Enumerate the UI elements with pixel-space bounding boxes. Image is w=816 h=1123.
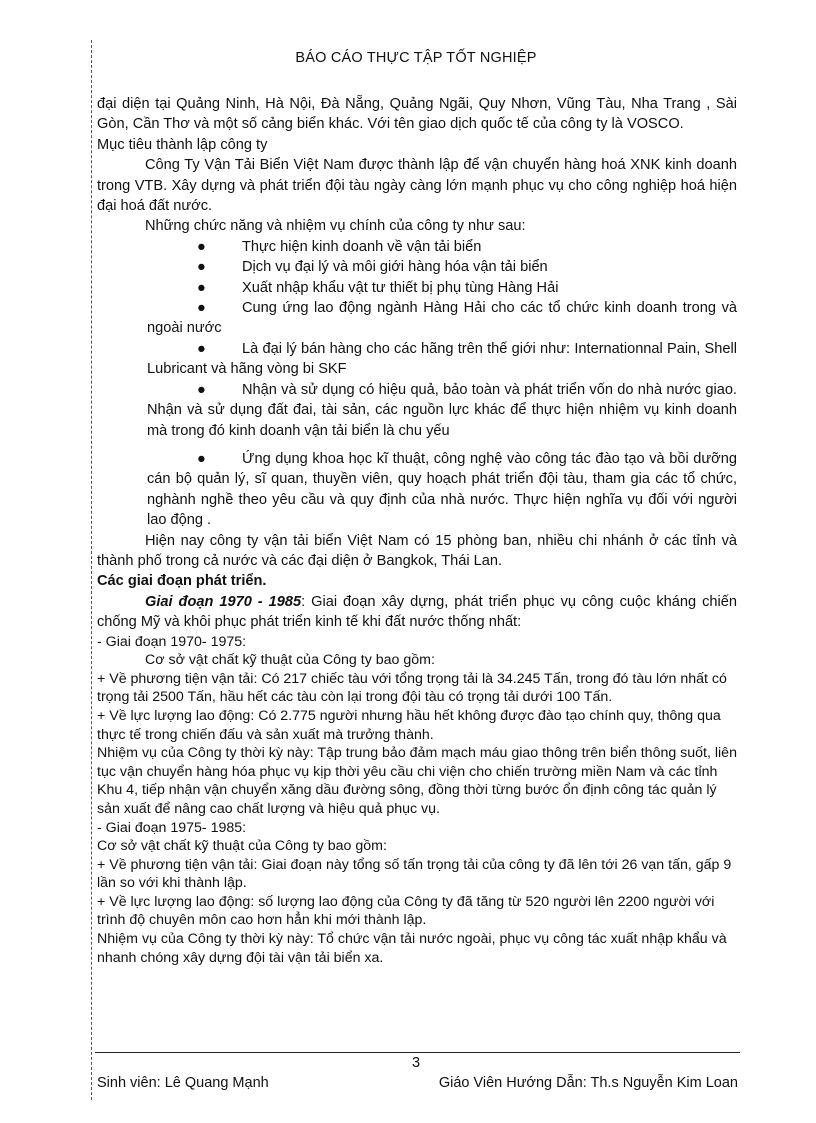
sub1-transport: + Về phương tiện vận tải: Có 217 chiếc tàu với tổng trọng tải là 34.245 Tấn, trong đó tàu lớn nhất có trọng tải 2500 Tấn, hầu hết các tàu còn lại trong đội tàu có trọng tải dưới 100 Tấn. <box>97 670 727 706</box>
sub1-labor: + Về lực lượng lao động: Có 2.775 người nhưng hầu hết không được đào tạo chính quy, thông qua thực tế trong chiến đấu và sản xuất mà trưởng thành. <box>97 707 721 743</box>
functions-intro: Những chức năng và nhiệm vụ chính của công ty như sau: <box>145 218 526 235</box>
footer-rule <box>95 1052 740 1053</box>
bullet-text: Dịch vụ đại lý và môi giới hàng hóa vận tải biển <box>242 259 548 276</box>
bullet-text: Thực hiện kinh doanh về vận tải biển <box>242 238 482 255</box>
sub1-heading: - Giai đoạn 1970- 1975: <box>97 633 247 650</box>
document-body <box>97 94 737 967</box>
bullet-item <box>97 339 737 380</box>
student-name: Sinh viên: Lê Quang Mạnh <box>97 1075 269 1091</box>
bullet-item <box>97 449 737 531</box>
phase-details <box>97 633 737 968</box>
bullet-item <box>97 298 737 339</box>
sub2-infra: Cơ sở vật chất kỹ thuật của Công ty bao gồm: <box>97 838 387 855</box>
bullet-icon: ● <box>197 300 206 317</box>
current-status-paragraph: Hiện nay công ty vận tải biển Việt Nam có 15 phòng ban, nhiều chi nhánh ở các tỉnh và thành phố trong cả nước và các đại diện ở Bangkok, Thái Lan. <box>97 532 737 569</box>
bullet-icon: ● <box>197 279 206 296</box>
phase1-label: Giai đoạn 1970 - 1985 <box>145 593 302 610</box>
page-header: BÁO CÁO THỰC TẬP TỐT NGHIỆP <box>295 50 537 66</box>
goal-paragraph: Công Ty Vận Tải Biển Việt Nam được thành lập để vận chuyển hàng hoá XNK kinh doanh trong VTB. Xây dựng và phát triển đội tàu ngày càng lớn mạnh phục vụ cho công nghiệp hoá hiện đại hoá đất nước. <box>97 157 737 215</box>
phase1-paragraph <box>97 592 737 633</box>
bullet-icon: ● <box>197 381 206 398</box>
sub1-task: Nhiệm vụ của Công ty thời kỳ này: Tập trung bảo đảm mạch máu giao thông trên biển thông suốt, liên tục vận chuyển hàng hóa phục vụ kịp thời yêu cầu chi viện cho chiến trường miền Nam và các tỉnh Khu 4, tiếp nhận vận chuyển xăng dầu đường sông, đồng thời từng bước ổn định công tác quản lý sản xuất để nâng cao chất lượng và hiệu quả phục vụ. <box>97 745 737 817</box>
left-margin-rule <box>91 40 92 1100</box>
phases-heading: Các giai đoạn phát triển. <box>97 573 267 590</box>
bullet-text: Là đại lý bán hàng cho các hãng trên thế giới như: Internationnal Pain, Shell Lubricant và hãng vòng bi SKF <box>147 340 737 378</box>
bullet-text: Cung ứng lao động ngành Hàng Hải cho các tổ chức kinh doanh trong và ngoài nước <box>147 300 737 337</box>
bullet-text: Nhận và sử dụng có hiệu quả, bảo toàn và phát triển vốn do nhà nước giao. Nhận và sử dụng đất đai, tài sản, các nguồn lực khác để thực hiện nhiệm vụ kinh doanh mà trong đó kinh doanh vận tải biển là chu yếu <box>147 381 737 439</box>
sub2-heading: - Giai đoạn 1975- 1985: <box>97 819 247 836</box>
sub1-infra: Cơ sở vật chất kỹ thuật của Công ty bao gồm: <box>145 652 435 669</box>
sub2-transport: + Về phương tiện vận tải: Giai đoạn này tổng số tấn trọng tải của công ty đã lên tới 26 vạn tấn, gấp 9 lần so với khi thành lập. <box>97 856 732 892</box>
bullet-icon: ● <box>197 340 206 357</box>
bullet-item <box>97 278 737 298</box>
bullet-icon: ● <box>197 450 206 467</box>
page-number: 3 <box>411 1055 421 1071</box>
sub2-labor: + Về lực lượng lao động: số lượng lao động của Công ty đã tăng từ 520 người lên 2200 người với trình độ chuyên môn cao hơn hẳn khi mới thành lập. <box>97 893 715 929</box>
bullet-icon: ● <box>197 259 206 276</box>
sub2-task: Nhiệm vụ của Công ty thời kỳ này: Tổ chức vận tải nước ngoài, phục vụ công tác xuất nhập khẩu và nhanh chóng xây dựng đội tài vận tải biển xa. <box>97 931 727 966</box>
bullet-item <box>97 237 737 257</box>
bullet-item <box>97 257 737 277</box>
phase1-text: : Giai đoạn xây dựng, phát triển phục vụ công cuộc kháng chiến chống Mỹ và khôi phục phát triển kinh tế khi đất nước thống nhất: <box>97 593 737 631</box>
goal-heading: Mục tiêu thành lập công ty <box>97 136 268 153</box>
bullet-item <box>97 380 737 441</box>
bullet-icon: ● <box>197 238 206 255</box>
bullet-text: Ứng dụng khoa học kĩ thuật, công nghệ vào công tác đào tạo và bồi dưỡng cán bộ quản lý, sĩ quan, thuyền viên, quy hoạch phát triển đội tàu, tham gia các tổ chức, nghành nghề theo yêu cầu và quy định của nhà nước. Thực hiện nghĩa vụ đối với người lao động . <box>147 450 737 529</box>
intro-paragraph: đại diện tại Quảng Ninh, Hà Nội, Đà Nẵng, Quảng Ngãi, Quy Nhơn, Vũng Tàu, Nha Trang , Sài Gòn, Cần Thơ và một số cảng biển khác. Với tên giao dịch quốc tế của công ty là VOSCO. <box>97 96 737 133</box>
advisor-name: Giáo Viên Hướng Dẫn: Th.s Nguyễn Kim Loan <box>438 1075 738 1091</box>
bullet-text: Xuất nhập khẩu vật tư thiết bị phụ tùng Hàng Hải <box>242 279 559 296</box>
